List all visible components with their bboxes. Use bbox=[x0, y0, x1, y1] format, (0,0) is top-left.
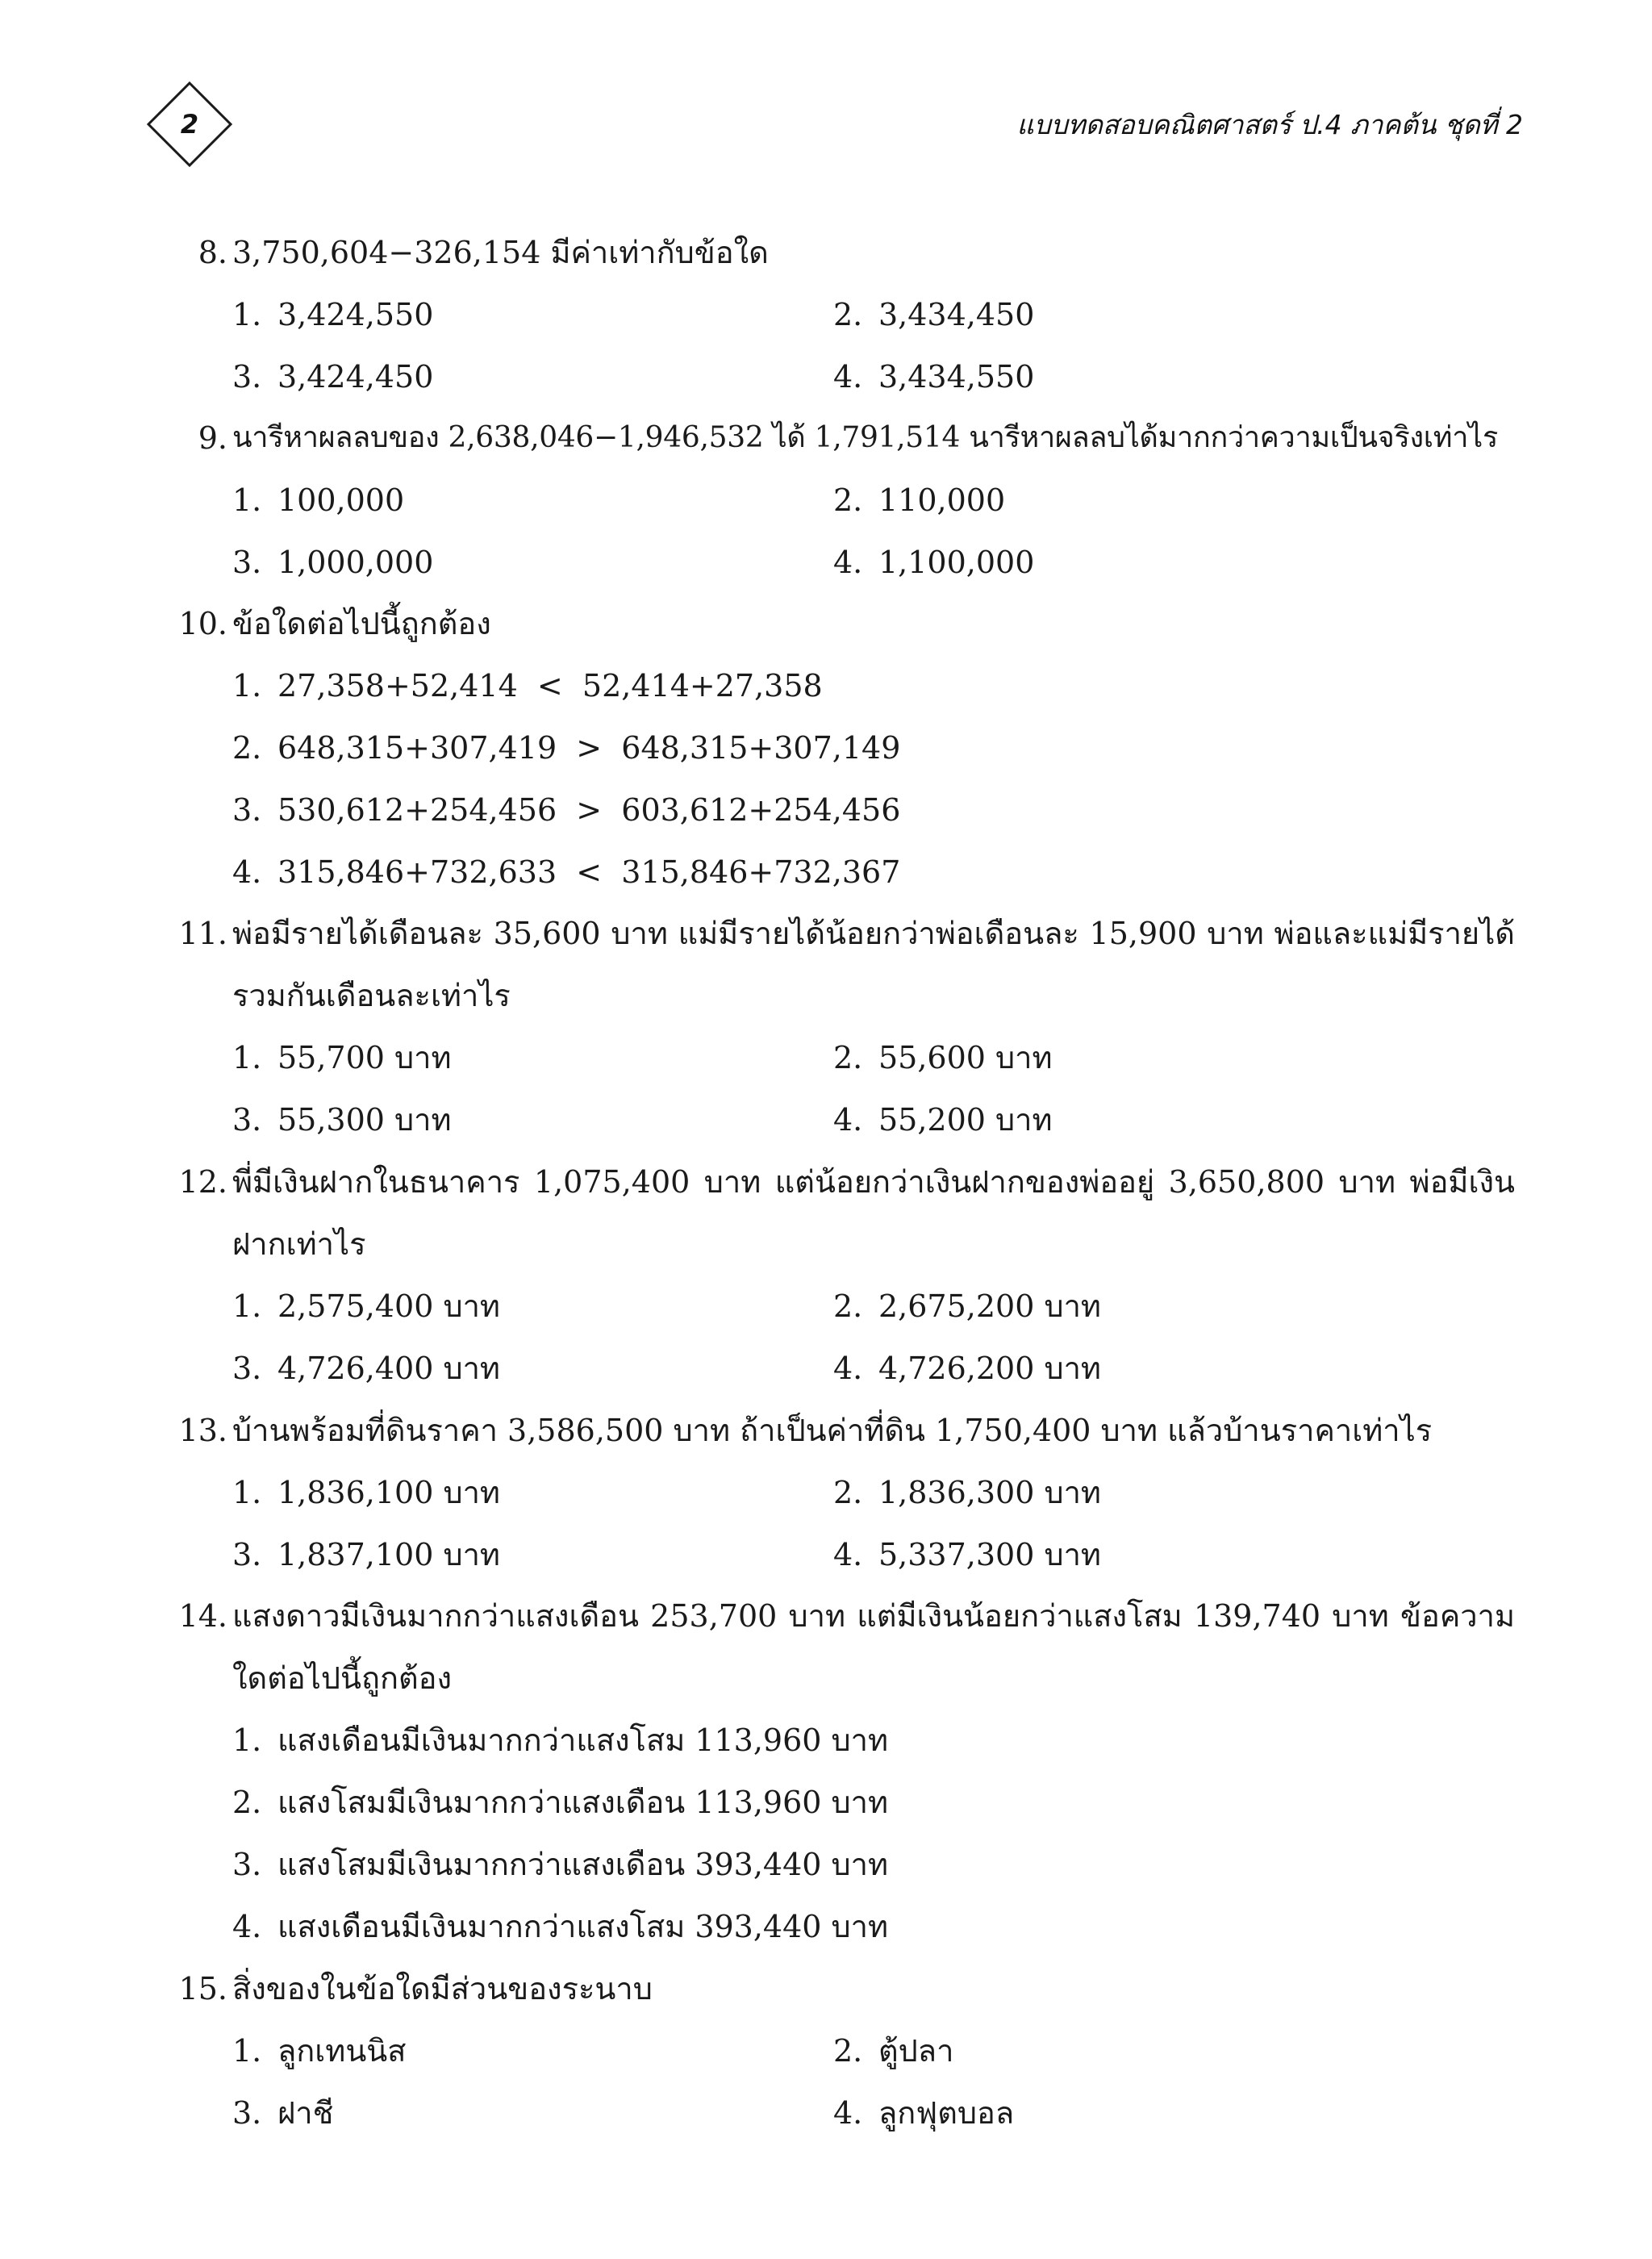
running-title: แบบทดสอบคณิตศาสตร์ ป.4 ภาคต้น ชุดที่ 2 bbox=[1016, 109, 1523, 140]
option: 1. 55,700 บาท bbox=[232, 1040, 452, 1075]
question-text: ข้อใดต่อไปนี้ถูกต้อง bbox=[232, 606, 491, 641]
option: 4. แสงเดือนมีเงินมากกว่าแสงโสม 393,440 บาท bbox=[232, 1909, 889, 1944]
option: 2. 2,675,200 บาท bbox=[833, 1288, 1101, 1324]
option: 4. 1,100,000 bbox=[833, 545, 1035, 580]
question-number: 9. bbox=[198, 420, 227, 456]
option: 4. 4,726,200 บาท bbox=[833, 1351, 1101, 1386]
question-number: 12. bbox=[178, 1164, 227, 1200]
option: 2. 110,000 bbox=[833, 482, 1006, 518]
option: 3. 4,726,400 บาท bbox=[232, 1351, 500, 1386]
question-number: 13. bbox=[178, 1413, 227, 1448]
option: 1. 2,575,400 บาท bbox=[232, 1288, 500, 1324]
option: 1. ลูกเทนนิส bbox=[232, 2033, 407, 2069]
option: 1. 100,000 bbox=[232, 482, 405, 518]
option: 3. 55,300 บาท bbox=[232, 1102, 452, 1138]
option: 4. 55,200 บาท bbox=[833, 1102, 1053, 1138]
option: 1. 1,836,100 บาท bbox=[232, 1475, 500, 1510]
option: 3. แสงโสมมีเงินมากกว่าแสงเดือน 393,440 บาท bbox=[232, 1847, 889, 1882]
question-number: 14. bbox=[178, 1598, 227, 1634]
option: 1. 3,424,550 bbox=[232, 297, 434, 332]
question-text: สิ่งของในข้อใดมีส่วนของระนาบ bbox=[232, 1971, 653, 2006]
question-text: พ่อมีรายได้เดือนละ 35,600 บาท แม่มีรายได้น้อยกว่าพ่อเดือนละ 15,900 บาท พ่อและแม่มีรายได้รวมกันเดือนละเท่าไร bbox=[232, 916, 1515, 1013]
option: 3. 1,000,000 bbox=[232, 545, 434, 580]
option: 3. 530,612+254,456 > 603,612+254,456 bbox=[232, 792, 901, 828]
option: 2. 3,434,450 bbox=[833, 297, 1035, 332]
option: 2. ตู้ปลา bbox=[833, 2033, 954, 2069]
option: 1. แสงเดือนมีเงินมากกว่าแสงโสม 113,960 บาท bbox=[232, 1722, 889, 1758]
question-number: 8. bbox=[198, 235, 227, 270]
page-number: 2 bbox=[180, 109, 199, 140]
option: 4. ลูกฟุตบอล bbox=[833, 2095, 1015, 2131]
option: 4. 315,846+732,633 < 315,846+732,367 bbox=[232, 854, 901, 890]
option: 2. 55,600 บาท bbox=[833, 1040, 1053, 1075]
question-number: 11. bbox=[178, 916, 227, 951]
option: 2. 648,315+307,419 > 648,315+307,149 bbox=[232, 730, 901, 766]
question-text: แสงดาวมีเงินมากกว่าแสงเดือน 253,700 บาท แต่มีเงินน้อยกว่าแสงโสม 139,740 บาท ข้อความใดต่อไปนี้ถูกต้อง bbox=[232, 1598, 1515, 1696]
option: 1. 27,358+52,414 < 52,414+27,358 bbox=[232, 668, 823, 704]
option: 2. 1,836,300 บาท bbox=[833, 1475, 1101, 1510]
question-number: 15. bbox=[178, 1971, 227, 2006]
question-text: นารีหาผลลบของ 2,638,046−1,946,532 ได้ 1,791,514 นารีหาผลลบได้มากกว่าความเป็นจริงเท่าไร bbox=[232, 421, 1498, 454]
question-text: 3,750,604−326,154 มีค่าเท่ากับข้อใด bbox=[232, 235, 769, 270]
option: 3. ฝาชี bbox=[232, 2095, 334, 2131]
option: 2. แสงโสมมีเงินมากกว่าแสงเดือน 113,960 บาท bbox=[232, 1785, 889, 1820]
option: 3. 1,837,100 บาท bbox=[232, 1537, 500, 1572]
question-text: พี่มีเงินฝากในธนาคาร 1,075,400 บาท แต่น้อยกว่าเงินฝากของพ่ออยู่ 3,650,800 บาท พ่อมีเงินฝากเท่าไร bbox=[232, 1164, 1515, 1262]
option: 4. 3,434,550 bbox=[833, 359, 1035, 395]
page-number-badge bbox=[146, 81, 233, 168]
option: 4. 5,337,300 บาท bbox=[833, 1537, 1101, 1572]
question-number: 10. bbox=[178, 606, 227, 641]
option: 3. 3,424,450 bbox=[232, 359, 434, 395]
question-text: บ้านพร้อมที่ดินราคา 3,586,500 บาท ถ้าเป็นค่าที่ดิน 1,750,400 บาท แล้วบ้านราคาเท่าไร bbox=[232, 1413, 1433, 1448]
